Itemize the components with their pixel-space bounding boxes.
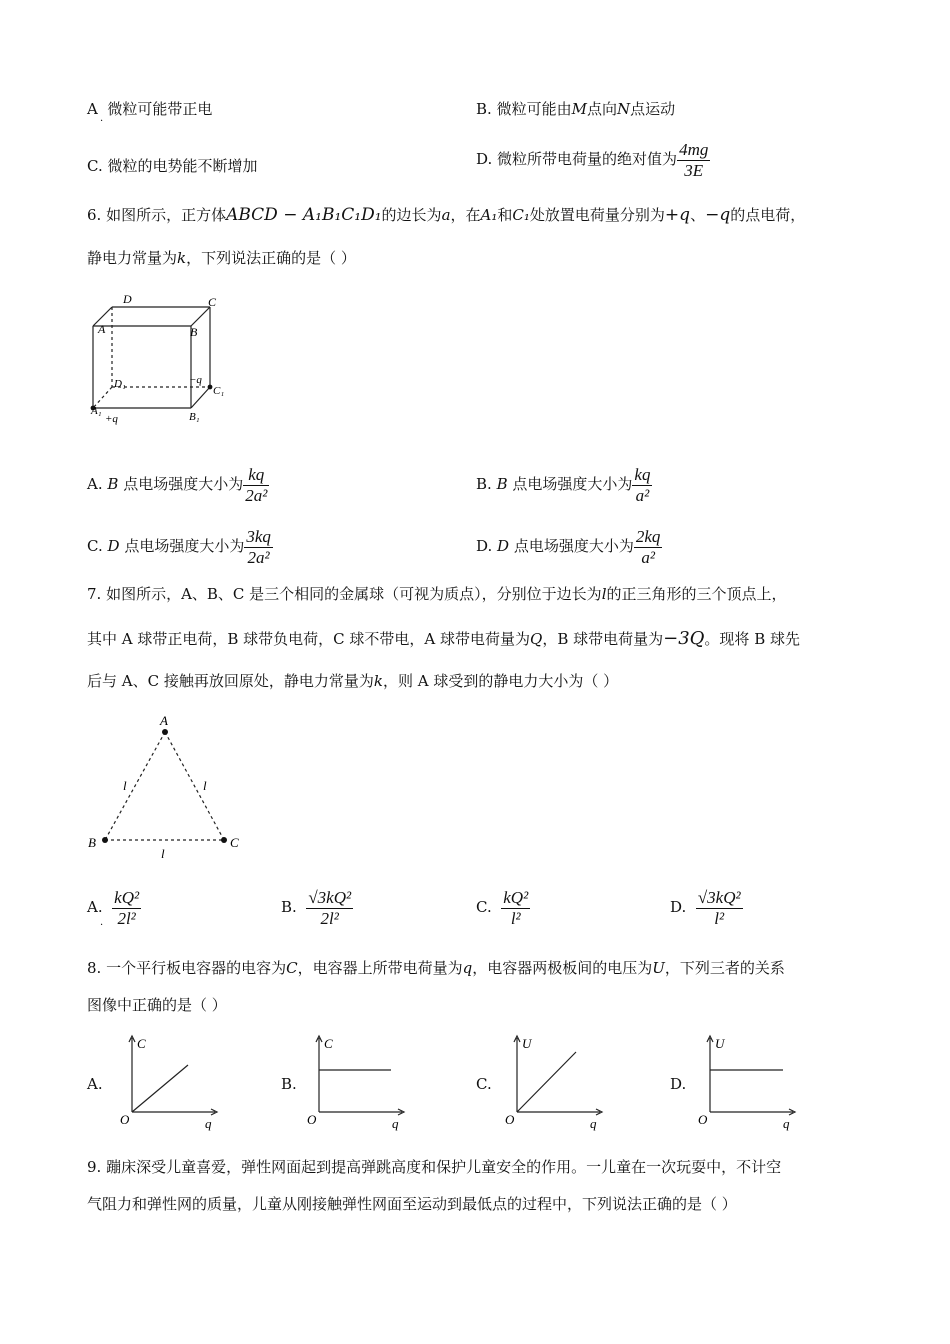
- label-b1: B₁: [189, 411, 200, 423]
- q8-graph-a: [115, 1032, 225, 1132]
- fraction: $\frac{3kq}{\text{2a²}}$: [246, 527, 271, 567]
- graph-line: [132, 1065, 188, 1112]
- fraction: $\frac{kq}{\text{a²}}$: [634, 465, 651, 505]
- fraction: $\frac{\text{√3kQ²}}{\text{l²}}$: [697, 888, 741, 928]
- q7-stem-line3: 后与 A、C 接触再放回原处，静电力常量为k，则 A 球受到的静电力大小为（ ）: [87, 672, 619, 690]
- origin-label: O: [698, 1112, 708, 1127]
- q8-graph-c-label: C.: [476, 1075, 492, 1093]
- q6-option-b: B. B 点电场强度大小为 $\frac{kq}{\text{a²}}$: [476, 465, 651, 505]
- q6-option-c: C. D 点电场强度大小为 $\frac{3kq}{\text{2a²}}$: [87, 527, 271, 567]
- triangle-side-ac: [165, 732, 224, 840]
- q8-stem-line2: 图像中正确的是（ ）: [87, 996, 227, 1014]
- cube-edge: [191, 307, 210, 326]
- q8-graph-b-label: B.: [281, 1075, 297, 1093]
- x-label: q: [392, 1116, 399, 1131]
- fraction: $\frac{2kq}{\text{a²}}$: [635, 527, 661, 567]
- label-neg-q: −q: [189, 374, 202, 386]
- q7-stem-line1: 7. 如图所示，A、B、C 是三个相同的金属球（可视为质点），分别位于边长为l的正三角形的三个顶点上，: [87, 585, 787, 603]
- origin-label: O: [120, 1112, 130, 1127]
- x-label: q: [783, 1116, 790, 1131]
- y-label: U: [715, 1036, 725, 1051]
- label-c: C: [230, 835, 239, 850]
- q7-option-a: A. $\frac{\text{kQ²}}{\text{2l²}}$: [87, 888, 140, 928]
- triangle-figure: [85, 712, 245, 861]
- cube-figure: [85, 290, 235, 430]
- graph-line: [517, 1052, 576, 1112]
- triangle-side-ab: [105, 732, 165, 840]
- cube-edge: [191, 387, 210, 408]
- fraction: $\frac{\text{√3kQ²}}{\text{2l²}}$: [308, 888, 352, 928]
- label-l-bottom: l: [161, 846, 165, 861]
- ball-b: [102, 837, 108, 843]
- q6-option-d: D. D 点电场强度大小为 $\frac{2kq}{\text{a²}}$: [476, 527, 661, 567]
- q7-option-d: D. $\frac{\text{√3kQ²}}{\text{l²}}$: [670, 888, 741, 928]
- q6-stem-line2: 静电力常量为k，下列说法正确的是（ ）: [87, 249, 356, 267]
- label-d1: D₁: [114, 378, 126, 390]
- q6-stem-line1: 6. 如图所示，正方体ABCD − A₁B₁C₁D₁的边长为a，在A₁和C₁处放置电荷量分别为+q、−q的点电荷，: [87, 205, 806, 225]
- label-a: A: [98, 322, 106, 336]
- q5-option-d: D. 微粒所带电荷量的绝对值为 $\frac{4mg}{3E}$: [476, 140, 709, 180]
- label-b: B: [190, 325, 198, 339]
- label-d: D: [123, 292, 132, 306]
- q8-stem-line1: 8. 一个平行板电容器的电容为C，电容器上所带电荷量为q，电容器两极板间的电压为U，下列三者的关系: [87, 959, 785, 977]
- label-l-right: l: [203, 778, 207, 793]
- origin-label: O: [505, 1112, 515, 1127]
- y-label: C: [324, 1036, 333, 1051]
- ball-a: [162, 729, 168, 735]
- label-c: C: [208, 295, 217, 309]
- charge-point-c1: [208, 385, 213, 390]
- x-label: q: [590, 1116, 597, 1131]
- q6-option-a: A. B 点电场强度大小为 $\frac{kq}{\text{2a²}}$: [87, 465, 268, 505]
- q7-option-b: B. $\frac{\text{√3kQ²}}{\text{2l²}}$: [281, 888, 352, 928]
- fraction: $\frac{4mg}{3E}$: [679, 140, 709, 180]
- x-label: q: [205, 1116, 212, 1131]
- q8-graph-c: [500, 1032, 610, 1132]
- origin-label: O: [307, 1112, 317, 1127]
- q7-stem-line2: 其中 A 球带正电荷，B 球带负电荷，C 球不带电，A 球带电荷量为Q，B 球带电荷量为−3Q。现将 B 球先: [87, 628, 800, 649]
- label-pos-q: +q: [105, 413, 118, 425]
- q9-stem-line2: 气阻力和弹性网的质量，儿童从刚接触弹性网面至运动到最低点的过程中，下列说法正确的是（ ）: [87, 1195, 737, 1213]
- q8-graph-a-label: A.: [87, 1075, 103, 1093]
- q5-option-a: A 微粒可能带正电: [87, 100, 213, 118]
- q8-graph-d-label: D.: [670, 1075, 687, 1093]
- y-label: C: [137, 1036, 146, 1051]
- q7-option-c: C. $\frac{\text{kQ²}}{\text{l²}}$: [476, 888, 529, 928]
- fraction: $\frac{\text{kQ²}}{\text{2l²}}$: [114, 888, 140, 928]
- q5-option-c: C. 微粒的电势能不断增加: [87, 157, 258, 175]
- q8-graph-d: [693, 1032, 803, 1132]
- label-a1: A₁: [91, 405, 102, 417]
- q8-graph-b: [302, 1032, 412, 1132]
- dot-mark: ·: [100, 920, 104, 931]
- dot-mark: ·: [100, 116, 104, 127]
- q9-stem-line1: 9. 蹦床深受儿童喜爱，弹性网面起到提高弹跳高度和保护儿童安全的作用。一儿童在一次玩耍中，不计空: [87, 1158, 782, 1176]
- fraction: $\frac{kq}{\text{2a²}}$: [245, 465, 268, 505]
- label-b: B: [88, 835, 96, 850]
- label-a: A: [160, 713, 168, 728]
- label-l-left: l: [123, 778, 127, 793]
- fraction: $\frac{\text{kQ²}}{\text{l²}}$: [503, 888, 529, 928]
- label-c1: C₁: [213, 385, 225, 397]
- q5-option-b: B. 微粒可能由M点向N点运动: [476, 100, 676, 118]
- ball-c: [221, 837, 227, 843]
- y-label: U: [522, 1036, 532, 1051]
